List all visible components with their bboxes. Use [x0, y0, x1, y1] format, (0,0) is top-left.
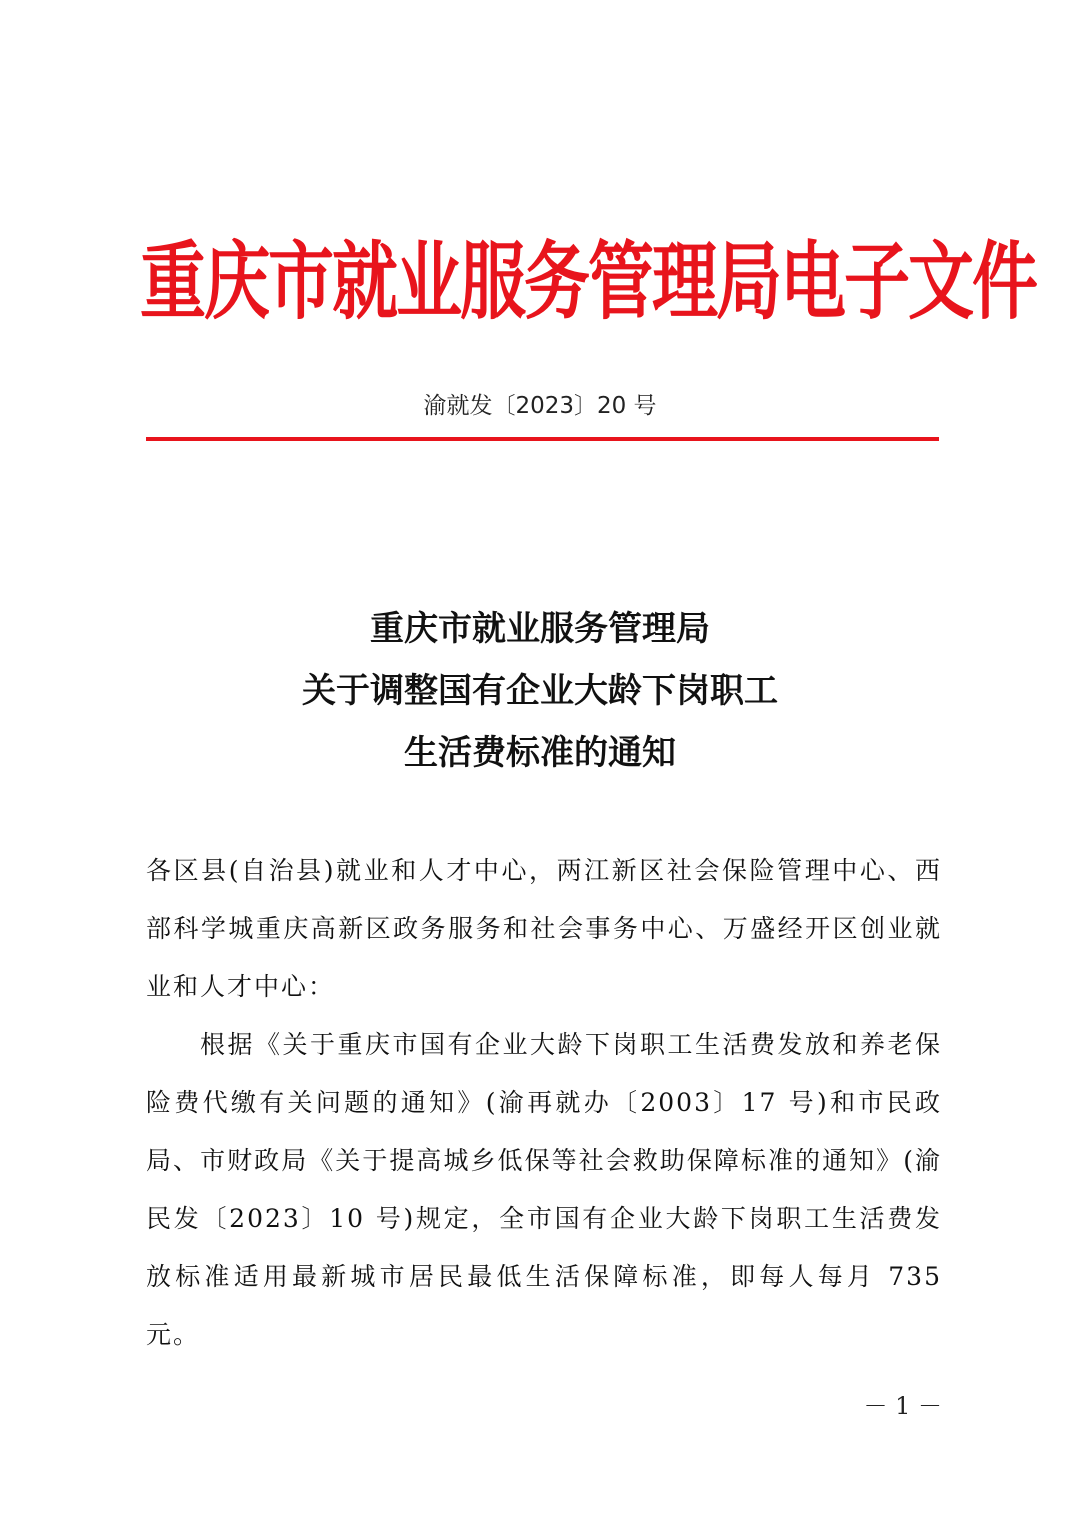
body-paragraph: 根据《关于重庆市国有企业大龄下岗职工生活费发放和养老保险费代缴有关问题的通知》(渝再就办〔2003〕17 号)和市民政局、市财政局《关于提高城乡低保等社会救助保障标准的通知》(渝民发〔2023〕10 号)规定，全市国有企业大龄下岗职工生活费发放标准适用最新城市居民最低生活保障标准，即每人每月 735 元。 — [146, 1030, 942, 1349]
document-number: 渝就发〔2023〕20 号 — [423, 393, 657, 419]
page-number: － 1 － — [863, 1392, 942, 1420]
title-line-2: 关于调整国有企业大龄下岗职工 — [302, 671, 778, 711]
notice-body — [146, 842, 942, 1364]
masthead-title: 重庆市就业服务管理局电子文件 — [140, 233, 1036, 332]
red-divider-line — [146, 437, 939, 441]
title-line-3: 生活费标准的通知 — [404, 733, 676, 773]
title-line-1: 重庆市就业服务管理局 — [370, 609, 710, 649]
notice-title — [140, 598, 940, 784]
addressee-paragraph: 各区县(自治县)就业和人才中心，两江新区社会保险管理中心、西部科学城重庆高新区政务服务和社会事务中心、万盛经开区创业就业和人才中心： — [146, 856, 942, 1001]
